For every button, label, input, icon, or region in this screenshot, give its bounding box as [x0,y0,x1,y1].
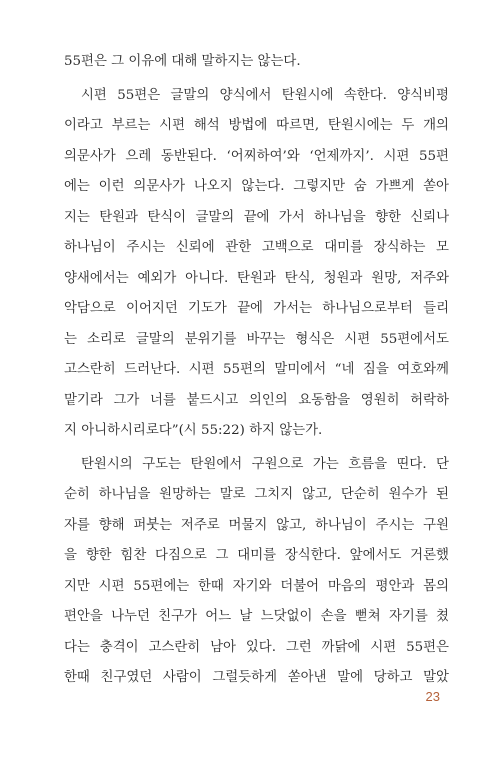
text-line: 고스란히 드러난다. 시편 55편의 말미에서 “네 짐을 여호와께 [64,362,449,377]
text-line: 지는 탄원과 탄식이 글말의 끝에 가서 하나님을 향한 신뢰나 [64,209,449,225]
text-line: 양새에서는 예외가 아니다. 탄원과 탄식, 청원과 원망, 저주와 [64,270,449,286]
text-line: 55편은 그 이유에 대해 말하지는 않는다. [64,54,301,69]
text-line: 에는 이런 의문사가 나오지 않는다. 그렇지만 숨 가쁘게 쏟아 [64,179,449,194]
text-line: 맡기라 그가 너를 붙드시고 의인의 요동함을 영원히 허락하 [64,392,449,408]
text-line: 을 향한 힘찬 다짐으로 그 대미를 장식한다. 앞에서도 거론했 [64,548,449,563]
text-line: 순히 하나님을 원망하는 말로 그치지 않고, 단순히 원수가 된 [64,487,449,502]
text-line: 악담으로 이어지던 기도가 끝에 가서는 하나님으로부터 들리 [64,301,449,316]
text-line: 지만 시편 55편에는 한때 자기와 더불어 마음의 평안과 몸의 [64,578,449,594]
text-line: 는 소리로 글말의 분위기를 바꾸는 형식은 시편 55편에서도 [64,331,449,347]
body-text [64,47,449,694]
page-number: 23 [425,689,440,704]
text-line: 하나님이 주시는 신뢰에 관한 고백으로 대미를 장식하는 모 [64,240,449,255]
text-line: 이라고 부르는 시편 해석 방법에 따르면, 탄원시에는 두 개의 [64,118,449,133]
text-line: 다는 충격이 고스란히 남아 있다. 그런 까닭에 시편 55편은 [64,639,449,655]
text-line: 자를 향해 퍼붓는 저주로 머물지 않고, 하나님이 주시는 구원 [64,517,449,533]
text-line: 탄원시의 구도는 탄원에서 구원으로 가는 흐름을 띤다. 단 [81,456,449,472]
text-line: 편안을 나누던 친구가 어느 날 느닷없이 손을 뻗쳐 자기를 쳤 [64,609,449,624]
text-line: 한때 친구였던 사람이 그럴듯하게 쏟아낸 말에 당하고 말았 [64,670,449,685]
text-line: 지 아니하시리로다”(시 55:22) 하지 않는가. [64,423,323,438]
text-line: 시편 55편은 글말의 양식에서 탄원시에 속한다. 양식비평 [81,87,449,103]
text-line: 의문사가 으레 동반된다. ‘어찌하여’와 ‘언제까지’. 시편 55편 [64,148,449,164]
